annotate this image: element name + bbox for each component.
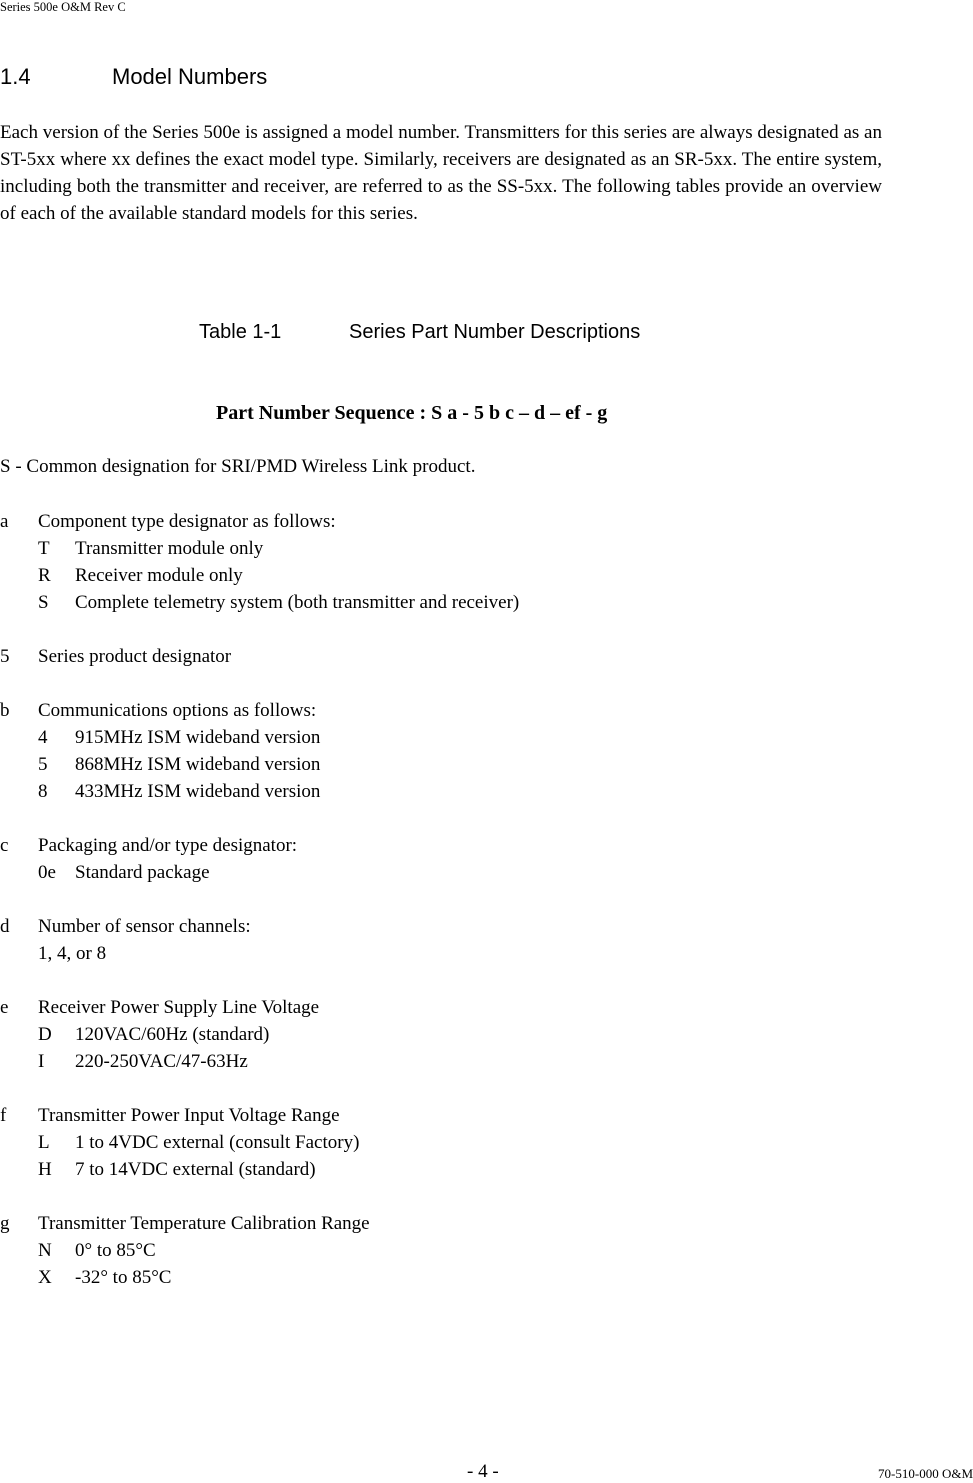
section-title: Model Numbers (112, 64, 268, 89)
designator-key: f (0, 1105, 7, 1126)
option-code: T (38, 538, 50, 559)
designator-row (0, 1210, 940, 1237)
designator-label: Communications options as follows: (38, 700, 317, 721)
option-text: 433MHz ISM wideband version (75, 781, 321, 802)
designator-key: c (0, 835, 9, 856)
designator-label: Component type designator as follows: (38, 511, 336, 532)
option-row (0, 1264, 940, 1291)
table-number: Table 1-1 (199, 321, 282, 343)
option-text: Receiver module only (75, 565, 243, 586)
option-code: H (38, 1159, 52, 1180)
option-row (0, 1156, 940, 1183)
option-text: 1 to 4VDC external (consult Factory) (75, 1132, 360, 1153)
option-code: 5 (38, 754, 48, 775)
option-row (0, 940, 940, 967)
option-code: R (38, 565, 51, 586)
designator-row (0, 643, 940, 670)
option-text: Transmitter module only (75, 538, 264, 559)
designator-label: Packaging and/or type designator: (38, 835, 298, 856)
option-row (0, 1021, 940, 1048)
option-row (0, 751, 940, 778)
option-code: N (38, 1240, 52, 1261)
designator-group (0, 994, 940, 1075)
designator-group (0, 1102, 940, 1183)
option-code: S (38, 592, 49, 613)
designator-row (0, 697, 940, 724)
designator-row (0, 913, 940, 940)
option-code: 8 (38, 781, 48, 802)
table-caption (199, 318, 640, 346)
designator-row (0, 1102, 940, 1129)
designator-key: e (0, 997, 9, 1018)
option-text: 1, 4, or 8 (38, 943, 107, 964)
section-heading (0, 63, 267, 91)
designator-group (0, 913, 940, 967)
designator-label: Transmitter Power Input Voltage Range (38, 1105, 340, 1126)
designator-row (0, 994, 940, 1021)
designator-group (0, 697, 940, 805)
designator-group (0, 1210, 940, 1291)
designator-key: a (0, 511, 9, 532)
option-code: L (38, 1132, 50, 1153)
option-row (0, 589, 940, 616)
common-designation: S - Common designation for SRI/PMD Wireless Link product. (0, 456, 476, 477)
designator-label: Number of sensor channels: (38, 916, 251, 937)
option-row (0, 562, 940, 589)
designator-label: Receiver Power Supply Line Voltage (38, 997, 320, 1018)
designator-key: g (0, 1213, 10, 1234)
designator-label: Transmitter Temperature Calibration Range (38, 1213, 370, 1234)
page-number: - 4 - (467, 1461, 499, 1482)
option-code: 0e (38, 862, 56, 883)
option-text: 915MHz ISM wideband version (75, 727, 321, 748)
designator-group (0, 508, 940, 616)
option-text: 868MHz ISM wideband version (75, 754, 321, 775)
option-text: -32° to 85°C (75, 1267, 172, 1288)
option-row (0, 859, 940, 886)
option-code: D (38, 1024, 52, 1045)
designator-group (0, 832, 940, 886)
option-code: I (38, 1051, 45, 1072)
document-number: 70-510-000 O&M (878, 1466, 973, 1481)
designator-label: Series product designator (38, 646, 232, 667)
option-row (0, 724, 940, 751)
designator-key: d (0, 916, 10, 937)
part-number-sequence: Part Number Sequence : S a - 5 b c – d – ef - g (216, 402, 608, 424)
option-row (0, 1237, 940, 1264)
option-row (0, 1129, 940, 1156)
option-text: 120VAC/60Hz (standard) (75, 1024, 270, 1045)
intro-paragraph: Each version of the Series 500e is assigned a model number. Transmitters for this series are always designated as an ST-5xx where xx defines the exact model type. Similarly, receivers are designated as an SR-5xx. The entire system, including both the transmitter and receiver, are referred to as the SS-5xx. The following tables provide an overview of each of the available standard models for this series. (0, 122, 882, 224)
option-text: 7 to 14VDC external (standard) (75, 1159, 316, 1180)
designator-row (0, 508, 940, 535)
option-text: 220-250VAC/47-63Hz (75, 1051, 248, 1072)
designator-group (0, 643, 940, 670)
option-row (0, 535, 940, 562)
option-row (0, 778, 940, 805)
option-text: Complete telemetry system (both transmitter and receiver) (75, 592, 520, 613)
designator-list (0, 508, 940, 1318)
option-row (0, 1048, 940, 1075)
running-header: Series 500e O&M Rev C (0, 0, 126, 14)
option-text: Standard package (75, 862, 210, 883)
designator-row (0, 832, 940, 859)
option-code: 4 (38, 727, 48, 748)
designator-key: 5 (0, 646, 10, 667)
option-code: X (38, 1267, 52, 1288)
table-title: Series Part Number Descriptions (349, 321, 641, 343)
option-text: 0° to 85°C (75, 1240, 156, 1261)
designator-key: b (0, 700, 10, 721)
section-number: 1.4 (0, 64, 31, 89)
